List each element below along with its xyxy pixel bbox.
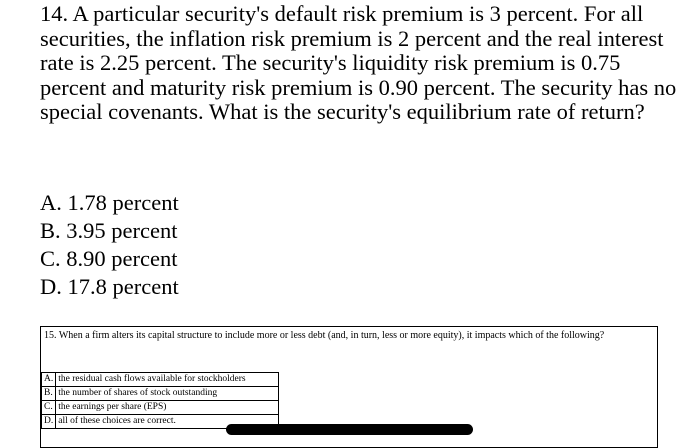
- question-14-choices: [40, 189, 179, 301]
- choice-b[interactable]: B. 3.95 percent: [40, 218, 178, 243]
- redaction-mark: [226, 424, 473, 435]
- option-text: the number of shares of stock outstanding: [56, 387, 279, 401]
- choice-a[interactable]: A. 1.78 percent: [40, 190, 179, 215]
- option-row-b[interactable]: [42, 387, 279, 401]
- option-letter: B.: [42, 387, 56, 401]
- choice-c[interactable]: C. 8.90 percent: [40, 246, 178, 271]
- question-14-text: 14. A particular security's default risk premium is 3 percent. For all securities, the inflation risk premium is 2 percent and the real interest rate is 2.25 percent. The security's liquidity risk premium is 0.75 percent and maturity risk premium is 0.90 percent. The security has no special covenants. What is the security's equilibrium rate of return?: [40, 1, 677, 124]
- option-letter: D.: [42, 415, 56, 429]
- option-text: the residual cash flows available for stockholders: [56, 373, 279, 387]
- option-text: all of these choices are correct.: [56, 415, 279, 429]
- question-15-options: [41, 372, 279, 429]
- option-row-c[interactable]: [42, 401, 279, 415]
- question-15-text: 15. When a firm alters its capital structure to include more or less debt (and, in turn, less or more equity), it impacts which of the following?: [44, 330, 605, 341]
- choice-d[interactable]: D. 17.8 percent: [40, 274, 179, 299]
- option-letter: A.: [42, 373, 56, 387]
- option-row-a[interactable]: [42, 373, 279, 387]
- option-text: the earnings per share (EPS): [56, 401, 279, 415]
- option-letter: C.: [42, 401, 56, 415]
